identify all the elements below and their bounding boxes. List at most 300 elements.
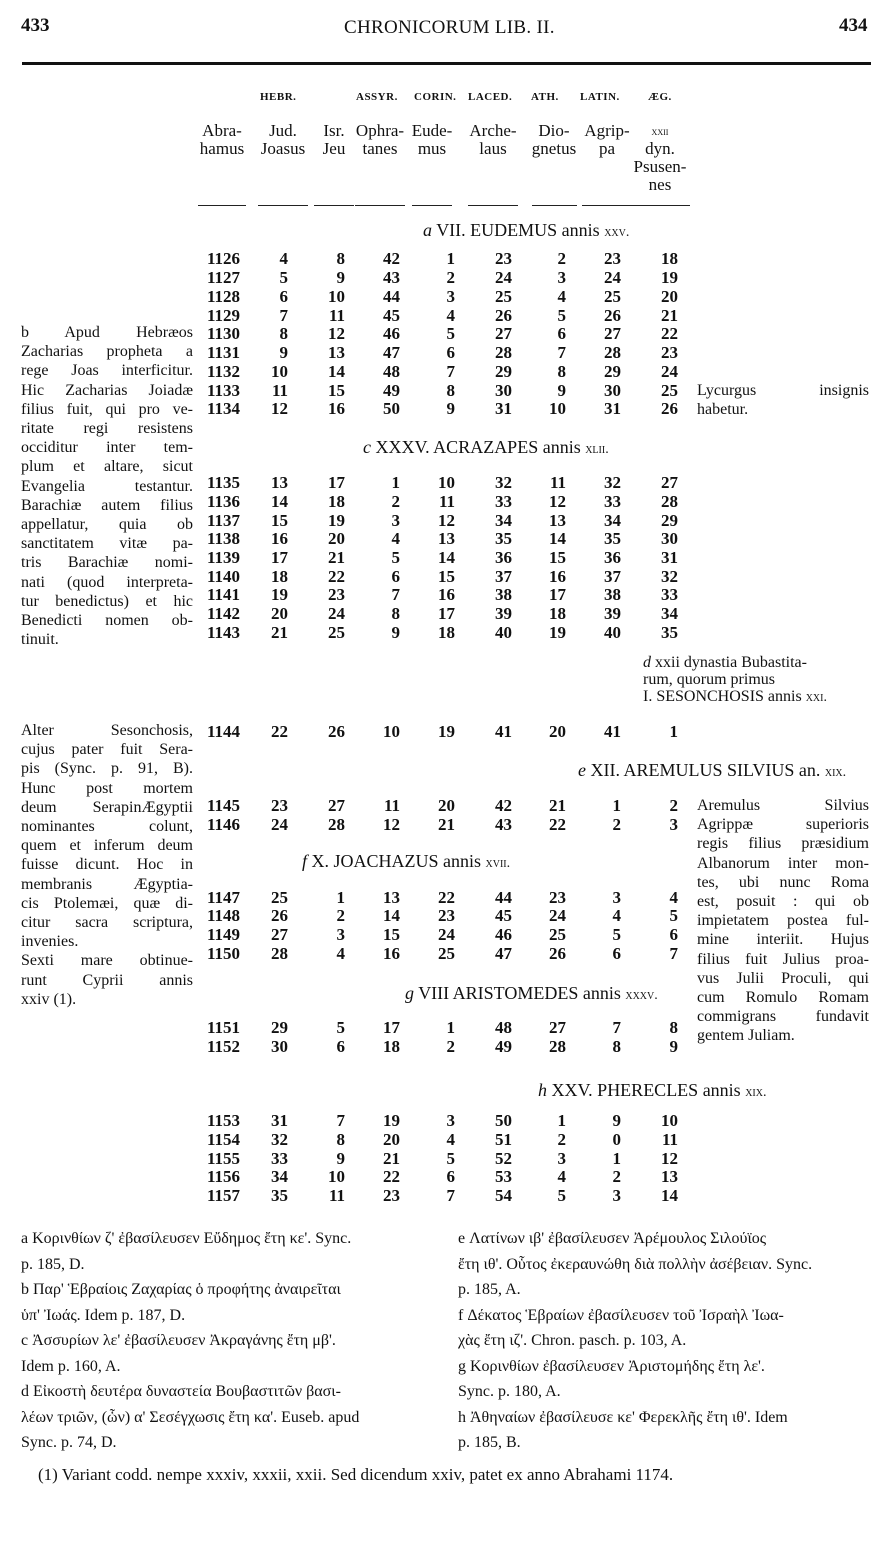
reign-year-cell: 9 [391,623,400,642]
reign-year-cell: 2 [391,492,400,511]
reign-year-cell: 18 [383,1037,400,1056]
reign-year-cell: 4 [391,529,400,548]
reign-year-cell: 23 [438,906,455,925]
note-line: vus Julii Proculi, qui [697,969,869,987]
reign-year-cell: 34 [604,511,621,530]
footnote-line: ὑπ' Ἰωάς. Idem p. 187, D. [21,1306,186,1324]
column-heading-line: pa [598,139,616,158]
reign-heading-e: e XII. AREMULUS SILVIUS an. xix. [578,760,847,780]
reign-year-cell: 18 [549,604,566,623]
reign-year-cell: 26 [328,722,345,741]
footnote-line: p. 185, D. [21,1255,85,1273]
reign-year-cell: 12 [383,815,400,834]
reign-year-cell: 45 [495,906,512,925]
reign-year-cell: 47 [383,343,400,362]
reign-year-cell: 50 [495,1111,512,1130]
reign-year-cell: 24 [271,815,288,834]
reign-year-cell: 7 [669,944,678,963]
reign-year-cell: 1 [612,796,621,815]
reign-year-cell: 30 [495,381,512,400]
year-cell: 1147 [206,888,240,907]
note-line: fuisse dicunt. Hoc in [21,856,193,874]
reign-year-cell: 5 [279,268,288,287]
reign-year-cell: 19 [328,511,345,530]
column-rule [630,205,690,206]
note-line: xxiv (1). [21,990,77,1008]
year-cell: 1146 [206,815,240,834]
reign-year-cell: 32 [604,473,621,492]
reign-year-cell: 28 [495,343,512,362]
column-heading-5 [458,122,528,158]
reign-year-cell: 16 [438,585,455,604]
note-line: b Apud Hebræos [21,324,193,341]
reign-year-cell: 42 [383,249,400,268]
reign-year-cell: 24 [495,268,512,287]
reign-year-cell: 21 [328,548,345,567]
reign-year-cell: 23 [271,796,288,815]
reign-year-cell: 38 [495,585,512,604]
reign-year-cell: 24 [549,906,566,925]
column-heading-line: Jud. [269,121,297,140]
reign-year-cell: 20 [271,604,288,623]
note-line: mine interiit. Hujus [697,931,869,949]
reign-year-cell: 4 [669,888,678,907]
reign-year-cell: 6 [557,324,566,343]
reign-year-cell: 14 [383,906,400,925]
reign-year-cell: 17 [271,548,288,567]
note-sesonchosis [21,721,193,1009]
note-line: filius fuit Julius proa- [697,950,869,968]
year-cell: 1155 [206,1149,240,1168]
reign-year-cell: 24 [438,925,455,944]
column-heading-line: Psusen- [633,157,687,176]
reign-heading-c: c XXXV. ACRAZAPES annis xlii. [363,437,609,457]
column-heading-line: Abra- [202,121,242,140]
note-line: membranis Ægyptia- [21,875,193,893]
nation-corin: CORIN. [414,91,457,103]
reign-year-cell: 5 [612,925,621,944]
reign-year-cell: 8 [612,1037,621,1056]
reign-year-cell: 43 [495,815,512,834]
reign-year-cell: 2 [612,815,621,834]
column-rule [258,205,308,206]
reign-year-cell: 8 [336,249,345,268]
note-line: nati (quod interpreta- [21,573,193,591]
column-heading-line: Dio- [538,121,570,140]
reign-year-cell: 22 [271,722,288,741]
reign-year-cell: 5 [336,1018,345,1037]
reign-year-cell: 15 [383,925,400,944]
nation-hebr: HEBR. [260,91,297,103]
note-line: tes, ubi nunc Roma [697,873,869,891]
reign-year-cell: 44 [495,888,512,907]
reign-year-cell: 33 [661,585,678,604]
note-line: Alter Sesonchosis, [21,722,193,739]
reign-year-cell: 15 [438,567,455,586]
reign-year-cell: 7 [446,1186,455,1205]
reign-year-cell: 29 [271,1018,288,1037]
reign-year-cell: 24 [661,362,678,381]
reign-year-cell: 51 [495,1130,512,1149]
reign-year-cell: 27 [328,796,345,815]
reign-year-cell: 30 [661,529,678,548]
reign-year-cell: 5 [446,1149,455,1168]
reign-year-cell: 14 [271,492,288,511]
column-rule [198,205,246,206]
reign-year-cell: 13 [383,888,400,907]
reign-year-cell: 25 [438,944,455,963]
reign-year-cell: 6 [279,287,288,306]
note-line: Albanorum inter mon- [697,854,869,872]
reign-year-cell: 49 [495,1037,512,1056]
reign-year-cell: 10 [328,1167,345,1186]
column-heading-line: dyn. [645,139,675,158]
reign-year-cell: 39 [604,604,621,623]
reign-year-cell: 2 [557,1130,566,1149]
reign-year-cell: 16 [328,399,345,418]
nation-laced: LACED. [468,91,513,103]
reign-year-cell: 8 [391,604,400,623]
reign-year-cell: 3 [336,925,345,944]
reign-year-cell: 3 [612,1186,621,1205]
reign-year-cell: 25 [604,287,621,306]
reign-year-cell: 5 [557,306,566,325]
column-rule [412,205,452,206]
reign-year-cell: 27 [604,324,621,343]
note-line: Sexti mare obtinue- [21,952,193,970]
note-line: citur sacra scriptura, [21,914,193,932]
reign-year-cell: 5 [391,548,400,567]
table-row [0,287,891,306]
reign-year-cell: 22 [438,888,455,907]
note-line: impietatem postea ful- [697,912,869,930]
year-cell: 1139 [206,548,240,567]
footnote-line: e Λατίνων ιβ' ἐβασίλευσεν Ἀρέμουλος Σιλούϊος [458,1230,767,1247]
reign-year-cell: 46 [495,925,512,944]
column-heading-line: gnetus [531,139,577,158]
reign-year-cell: 25 [271,888,288,907]
reign-year-cell: 53 [495,1167,512,1186]
reign-year-cell: 8 [557,362,566,381]
reign-year-cell: 13 [438,529,455,548]
reign-year-cell: 2 [612,1167,621,1186]
column-rule [355,205,405,206]
reign-year-cell: 26 [604,306,621,325]
reign-year-cell: 4 [557,287,566,306]
reign-year-cell: 34 [271,1167,288,1186]
page-number-right: 434 [839,15,868,36]
nation-aeg: ÆG. [648,91,672,103]
reign-year-cell: 27 [271,925,288,944]
reign-year-cell: 33 [271,1149,288,1168]
reign-year-cell: 21 [383,1149,400,1168]
note-line: Aremulus Silvius [697,797,869,814]
reign-year-cell: 9 [669,1037,678,1056]
reign-heading-f: f X. JOACHAZUS annis xvii. [302,851,511,871]
reign-year-cell: 23 [549,888,566,907]
reign-year-cell: 9 [336,268,345,287]
reign-year-cell: 19 [549,623,566,642]
year-cell: 1138 [206,529,240,548]
year-cell: 1137 [206,511,240,530]
reign-year-cell: 25 [661,381,678,400]
reign-year-cell: 28 [661,492,678,511]
reign-year-cell: 22 [383,1167,400,1186]
reign-year-cell: 54 [495,1186,512,1205]
column-heading-line: xxii [651,124,669,138]
year-cell: 1127 [206,268,240,287]
reign-year-cell: 20 [661,287,678,306]
reign-year-cell: 52 [495,1149,512,1168]
reign-year-cell: 5 [557,1186,566,1205]
reign-year-cell: 1 [612,1149,621,1168]
reign-year-cell: 1 [336,888,345,907]
reign-year-cell: 7 [612,1018,621,1037]
note-line: tris Barachiæ nomi- [21,554,193,572]
reign-year-cell: 6 [669,925,678,944]
year-cell: 1157 [206,1186,240,1205]
year-cell: 1129 [206,306,240,325]
reign-year-cell: 23 [604,249,621,268]
reign-year-cell: 5 [669,906,678,925]
note-aremulus [697,796,869,1046]
nation-latin: LATIN. [580,91,620,103]
footnote-line: g Κορινθίων ἐβασίλευσεν Ἀριστομήδης ἔτη λε'. [458,1357,765,1375]
reign-year-cell: 29 [604,362,621,381]
reign-year-cell: 29 [495,362,512,381]
reign-year-cell: 11 [328,306,345,325]
year-cell: 1126 [206,249,240,268]
year-cell: 1133 [206,381,240,400]
note-line: habetur. [697,401,749,419]
reign-year-cell: 41 [604,722,621,741]
column-heading-8 [625,122,695,194]
reign-year-cell: 1 [557,1111,566,1130]
reign-year-cell: 13 [328,343,345,362]
reign-year-cell: 31 [604,399,621,418]
note-line: plum et altare, sicut [21,458,193,476]
year-cell: 1142 [206,604,240,623]
column-heading-line: laus [479,139,507,158]
reign-year-cell: 8 [336,1130,345,1149]
reign-year-cell: 2 [446,268,455,287]
footnotes-left [21,1226,433,1456]
year-cell: 1151 [206,1018,240,1037]
reign-year-cell: 40 [604,623,621,642]
note-line: Benedicti nomen ob- [21,612,193,630]
reign-year-cell: 19 [438,722,455,741]
footnote-line: ἔτη ιθ'. Οὗτος ἐκεραυνώθη διὰ πολλὴν ἀσέβειαν. Sync. [458,1255,813,1273]
column-rule [468,205,518,206]
reign-year-cell: 37 [495,567,512,586]
column-heading-line: Agrip- [584,121,630,140]
reign-year-cell: 34 [495,511,512,530]
note-zacharias [21,323,193,649]
note-line: deum SerapinÆgyptii [21,798,193,816]
reign-year-cell: 12 [661,1149,678,1168]
reign-year-cell: 3 [612,888,621,907]
header-rule [22,62,871,65]
reign-year-cell: 2 [557,249,566,268]
note-line: cis Ptolemæi, quæ di- [21,894,193,912]
column-heading-line: Jeu [322,139,346,158]
reign-year-cell: 29 [661,511,678,530]
column-heading-line: tanes [362,139,398,158]
year-cell: 1144 [206,722,240,741]
reign-year-cell: 16 [271,529,288,548]
year-cell: 1131 [206,343,240,362]
reign-year-cell: 48 [495,1018,512,1037]
reign-year-cell: 2 [446,1037,455,1056]
table-row [0,1167,891,1186]
reign-year-cell: 10 [328,287,345,306]
reign-year-cell: 9 [279,343,288,362]
year-cell: 1153 [206,1111,240,1130]
reign-year-cell: 41 [495,722,512,741]
reign-year-cell: 28 [271,944,288,963]
reign-year-cell: 11 [383,796,400,815]
year-cell: 1141 [206,585,240,604]
reign-year-cell: 20 [328,529,345,548]
reign-year-cell: 6 [391,567,400,586]
reign-year-cell: 4 [279,249,288,268]
note-line: Agrippæ superioris [697,816,869,834]
reign-year-cell: 6 [446,343,455,362]
year-cell: 1149 [206,925,240,944]
footnote-line: Sync. p. 180, A. [458,1383,561,1400]
reign-year-cell: 14 [661,1186,678,1205]
reign-year-cell: 17 [328,473,345,492]
table-row [0,1149,891,1168]
reign-year-cell: 6 [612,944,621,963]
reign-year-cell: 38 [604,585,621,604]
reign-year-cell: 22 [549,815,566,834]
note-line: quem et inferum deum [21,837,193,855]
reign-year-cell: 3 [446,1111,455,1130]
footnote-line: p. 185, B. [458,1434,521,1451]
table-row [0,268,891,287]
reign-year-cell: 42 [495,796,512,815]
footnote-line: χὰς ἔτη ιζ'. Chron. pasch. p. 103, A. [458,1332,687,1349]
reign-year-cell: 3 [391,511,400,530]
reign-heading-h: h XXV. PHERECLES annis xix. [538,1080,767,1100]
reign-year-cell: 25 [495,287,512,306]
note-line: gentem Juliam. [697,1027,795,1045]
reign-heading-a: a VII. EUDEMUS annis xxv. [423,220,630,240]
reign-year-cell: 18 [271,567,288,586]
column-heading-line: Arche- [469,121,517,140]
reign-year-cell: 11 [438,492,455,511]
reign-year-cell: 4 [446,1130,455,1149]
reign-year-cell: 26 [495,306,512,325]
reign-year-cell: 35 [271,1186,288,1205]
year-cell: 1135 [206,473,240,492]
column-rule [314,205,354,206]
reign-year-cell: 22 [661,324,678,343]
note-line: pis (Sync. p. 91, B). [21,760,193,778]
reign-year-cell: 2 [669,796,678,815]
reign-year-cell: 25 [549,925,566,944]
reign-year-cell: 2 [336,906,345,925]
reign-year-cell: 26 [661,399,678,418]
reign-year-cell: 31 [271,1111,288,1130]
running-title: CHRONICORUM LIB. II. [344,17,555,38]
reign-year-cell: 1 [446,249,455,268]
reign-year-cell: 13 [549,511,566,530]
note-line: Hunc post mortem [21,779,193,797]
reign-year-cell: 36 [604,548,621,567]
reign-year-cell: 30 [604,381,621,400]
note-line: tinuit. [21,631,59,649]
reign-year-cell: 35 [661,623,678,642]
year-cell: 1128 [206,287,240,306]
note-line: Barachiæ autem filius [21,496,193,514]
note-line: Lycurgus insignis [697,382,869,399]
footnote-line: f Δέκατος Ἑβραίων ἐβασίλευσεν τοῦ Ἰσραὴλ Ἰωα- [458,1306,784,1324]
reign-year-cell: 11 [271,381,288,400]
reign-year-cell: 35 [604,529,621,548]
footnote-line: Idem p. 160, A. [21,1357,121,1375]
reign-year-cell: 7 [557,343,566,362]
reign-year-cell: 5 [446,324,455,343]
reign-year-cell: 48 [383,362,400,381]
reign-year-cell: 15 [549,548,566,567]
column-heading-line: Isr. [323,121,345,140]
reign-year-cell: 4 [612,906,621,925]
reign-year-cell: 9 [557,381,566,400]
reign-year-cell: 14 [328,362,345,381]
reign-year-cell: 16 [383,944,400,963]
reign-year-cell: 40 [495,623,512,642]
reign-year-cell: 10 [271,362,288,381]
reign-year-cell: 15 [328,381,345,400]
reign-year-cell: 9 [612,1111,621,1130]
reign-year-cell: 47 [495,944,512,963]
year-cell: 1152 [206,1037,240,1056]
reign-year-cell: 11 [328,1186,345,1205]
footnote-line: b Παρ' Ἑβραίοις Ζαχαρίας ὁ προφήτης ἀναιρεῖται [21,1281,341,1298]
footnote-line: Sync. p. 74, D. [21,1434,117,1451]
reign-year-cell: 12 [328,324,345,343]
reign-year-cell: 14 [549,529,566,548]
footnote-line: λέων τριῶν, (ὧν) α' Σεσέγχωσις ἔτη κα'. Euseb. apud [21,1408,360,1426]
reign-year-cell: 0 [612,1130,621,1149]
reign-year-cell: 23 [495,249,512,268]
reign-year-cell: 3 [557,1149,566,1168]
reign-year-cell: 3 [446,287,455,306]
reign-year-cell: 15 [271,511,288,530]
reign-year-cell: 14 [438,548,455,567]
year-cell: 1140 [206,567,240,586]
reign-year-cell: 20 [549,722,566,741]
reign-year-cell: 6 [336,1037,345,1056]
table-row [0,249,891,268]
note-line: tur benedictus) et hic [21,592,193,610]
year-cell: 1148 [206,906,240,925]
reign-year-cell: 50 [383,399,400,418]
reign-year-cell: 22 [328,567,345,586]
reign-year-cell: 10 [661,1111,678,1130]
reign-year-cell: 46 [383,324,400,343]
reign-year-cell: 28 [604,343,621,362]
column-heading-4 [397,122,467,158]
reign-year-cell: 19 [271,585,288,604]
reign-year-cell: 24 [328,604,345,623]
reign-year-cell: 23 [328,585,345,604]
note-line: occiditur inter tem- [21,439,193,457]
table-row [0,1130,891,1149]
reign-heading-d: d xxii dynastia Bubastita- rum, quorum primus I. SESONCHOSIS annis xxi. [643,654,827,705]
